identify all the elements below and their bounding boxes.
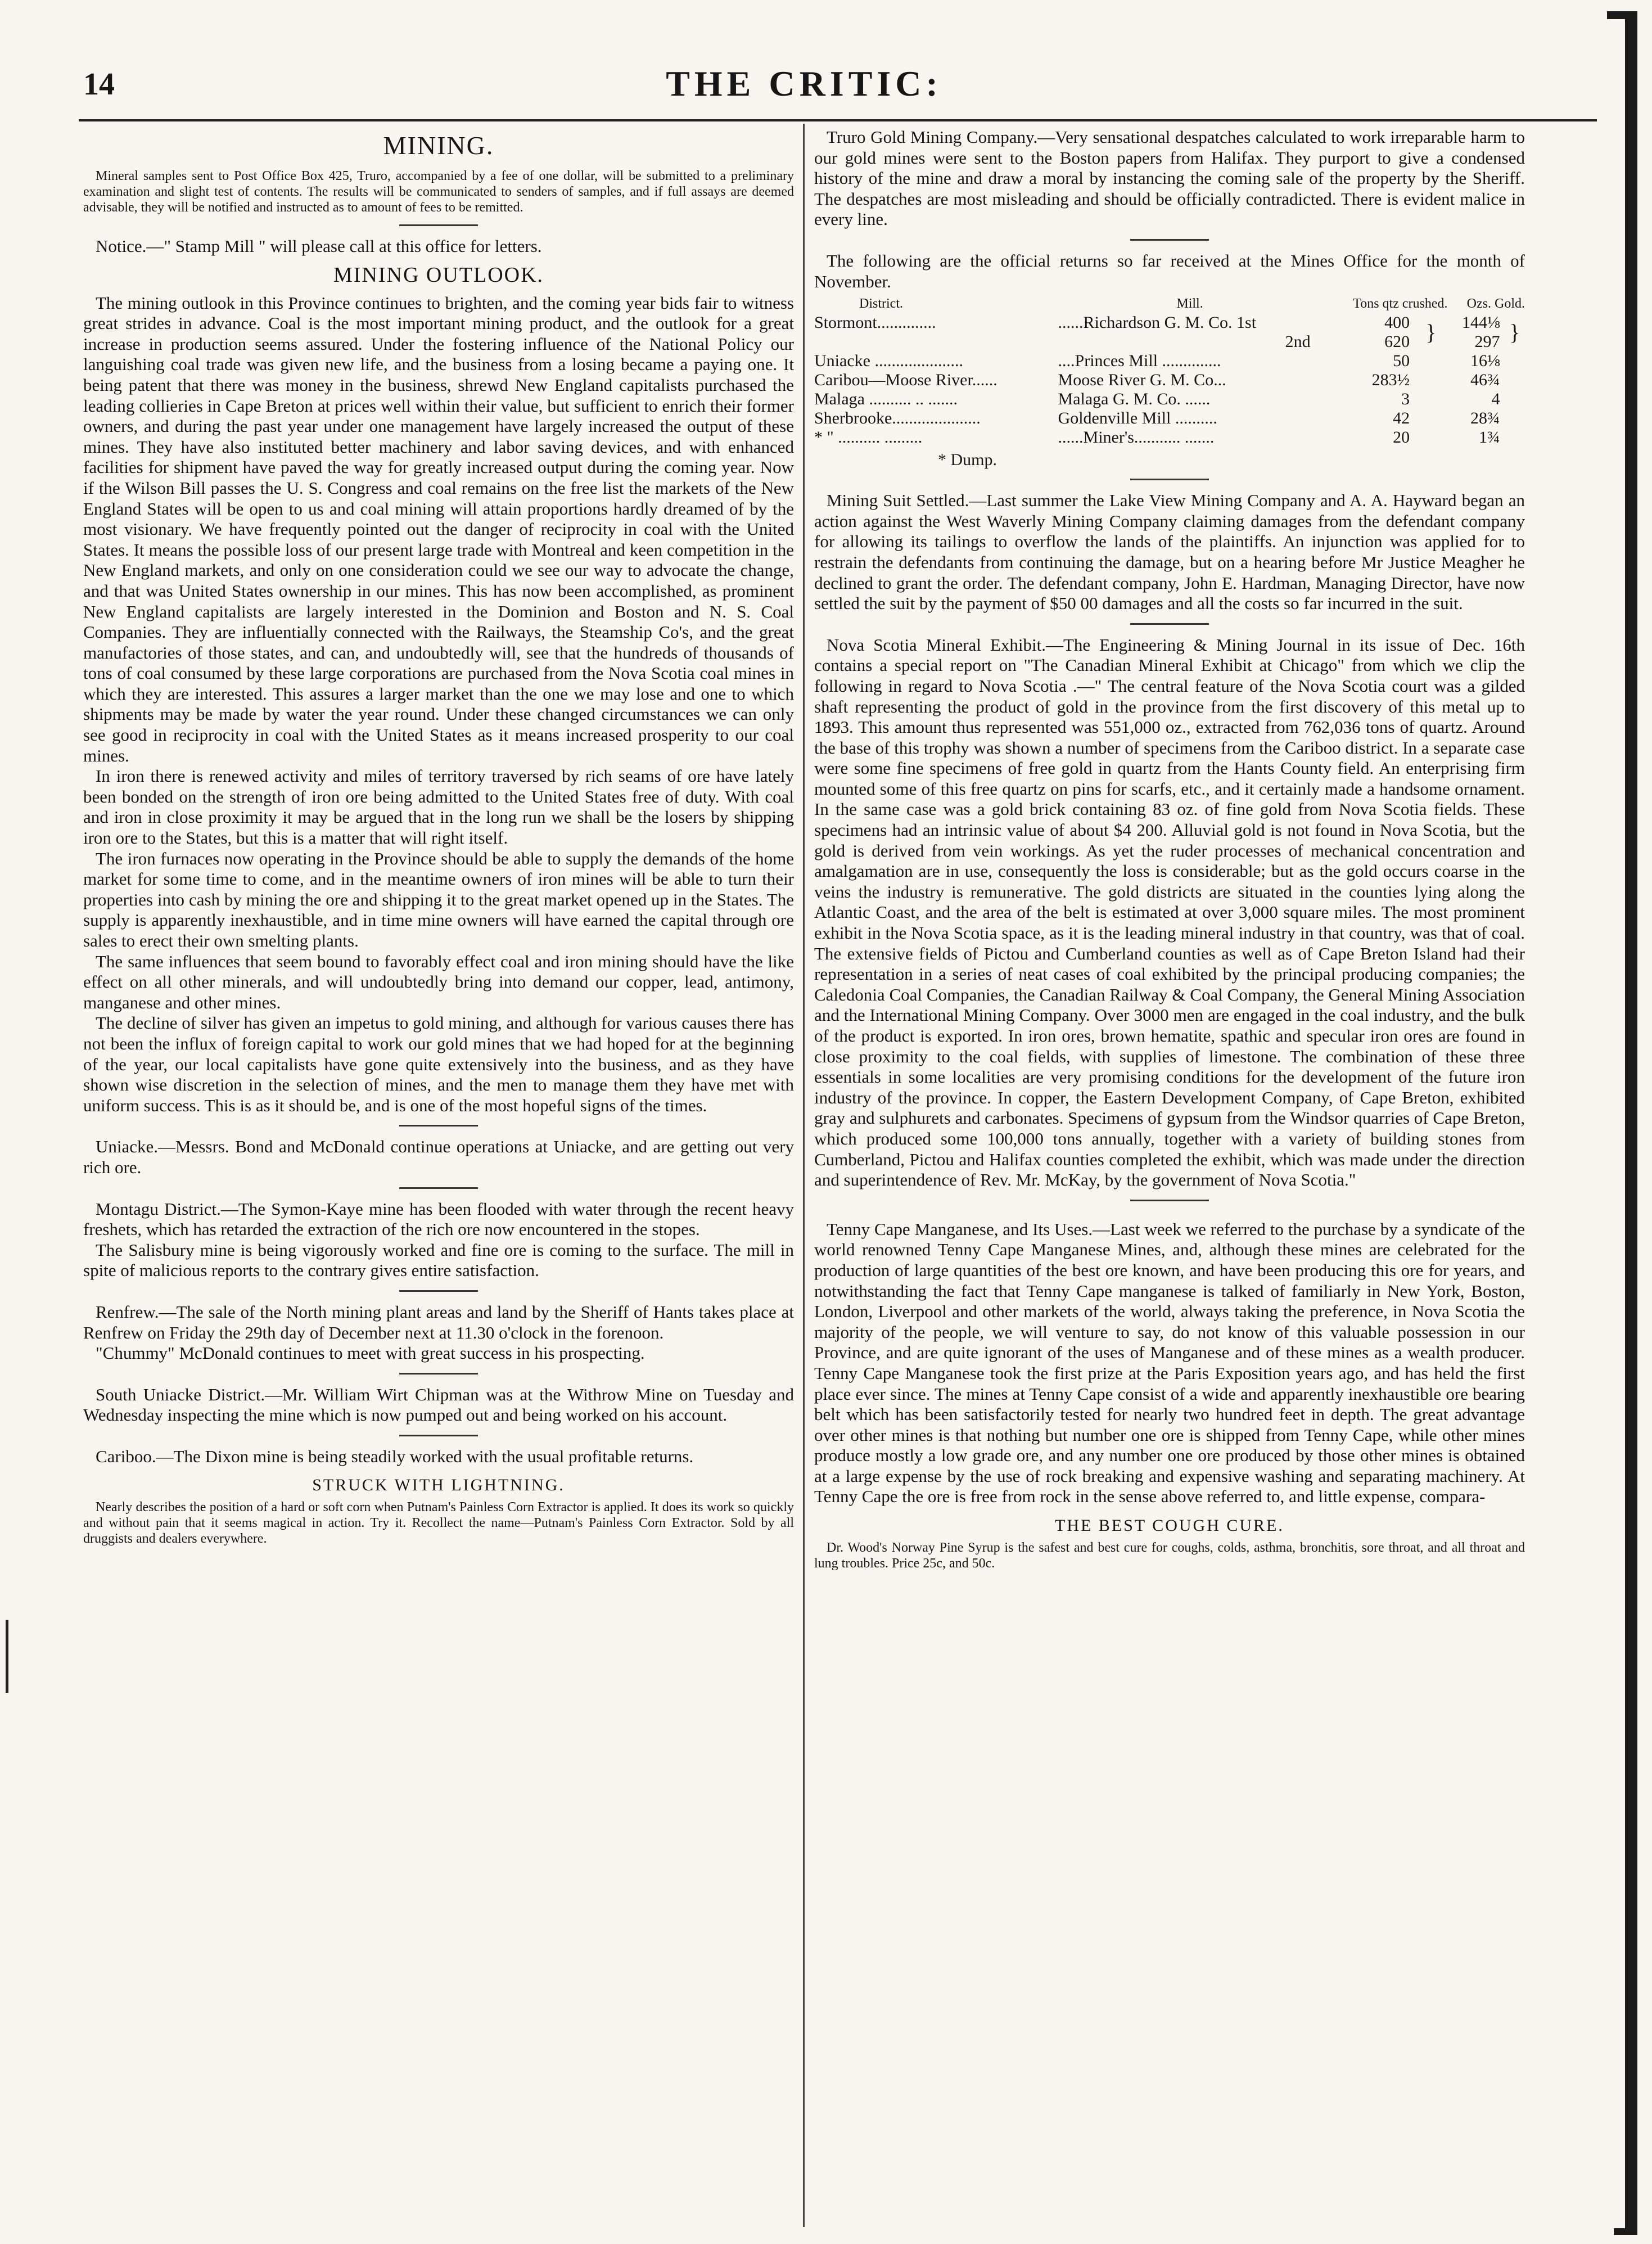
returns-intro: The following are the official returns so far received at the Mines Office for the month of November.: [814, 250, 1525, 291]
cell-mill: Goldenville Mill ..........: [1058, 409, 1217, 428]
page-number: 14: [83, 67, 115, 102]
mining-suit-item: Mining Suit Settled.—Last summer the Lake View Mining Company and A. A. Hayward began an action against the West Waverly Mining Company claiming damages from the defendant company for allowing its tailings to overflow the lands of the plaintiffs. An injunction was applied for to restrain the defendants from continuing the damage, but on a hearing before Mr Justice Meagher he declined to grant the order. The defendant company, John E. Hardman, Managing Director, have now settled the suit by the payment of $50 00 damages and all the costs so far incurred in the suit.: [814, 490, 1525, 614]
cell-ozs: 28¾: [1470, 409, 1500, 428]
corn-extractor-ad: Nearly describes the position of a hard or soft corn when Putnam's Painless Corn Extractor is applied. It does its work so quickly and without pain that it seems magical in action. Try it. Recollect the name—Putnam's Painless Corn Extractor. Sold by all druggists and dealers everywhere.: [83, 1500, 794, 1547]
outlook-paragraph-coal: The mining outlook in this Province continues to brighten, and the coming year bids fair to witness great strides in advance. Coal is the most important mining product, and the outlook for a great increase in production seems assured. Under the fostering influence of the National Policy our languishing coal trade was given new life, and the business from a losing became a paying one. It being patent that there was money in the business, shrewd New England capitalists purchased the leading collieries in Cape Breton at prices well within their value, but sufficient to enrich their former owners, and during the past year under one management have largely increased the output of these mines. They have also instituted better machinery and labor saving devices, and with enhanced facilities for shipment have paved the way for greatly increased output during the coming year. Now if the Wilson Bill passes the U. S. Congress and coal remains on the free list the markets of the New England States will be open to us and coal mining will attain proportions hardly dreamed of by the most visionary. We have frequently pointed out the danger of reciprocity in coal with the United States. It means the possible loss of our present large trade with Montreal and keen competition in the New England markets, and only on one consideration could we see our way to advocate the change, and that was United States ownership in our mines. This has now been accomplished, as prominent New England capitalists are largely interested in the Dominion and Boston and N. S. Coal Companies. They are influentially connected with the Railways, the Steamship Co's, and the great manufactories of those states, and can, and undoubtedly will, see that the hundreds of thousands of tons of coal consumed by these large corporations are purchased from the Nova Scotia coal mines in which they are interested. This assures a larger market than the one we may lose and one to which shipments may be made by water the year round. Under these changed circumstances we can only see good in reciprocity in coal with the United States as it means increased prosperity to our coal mines.: [83, 292, 794, 765]
renfrew-item: Renfrew.—The sale of the North mining plant areas and land by the Sheriff of Hants takes place at Renfrew on Friday the 29th day of December next at 11.30 o'clock in the forenoon.: [83, 1301, 794, 1342]
lightning-heading: STRUCK WITH LIGHTNING.: [312, 1476, 565, 1495]
south-uniacke-item: South Uniacke District.—Mr. William Wirt Chipman was at the Withrow Mine on Tuesday and Wednesday inspecting the mine which is now pumped out and being worked on his account.: [83, 1384, 794, 1425]
cell-tons: 50: [1393, 352, 1410, 371]
dump-footnote: * Dump.: [938, 450, 997, 470]
separator: [399, 224, 478, 226]
cell-district: Uniacke .....................: [814, 352, 963, 371]
table-row: [814, 409, 1525, 428]
truro-item: Truro Gold Mining Company.—Very sensational despatches calculated to work irreparable harm to our gold mines were sent to the Boston papers from Halifax. They purport to give a condensed history of the mine and draw a moral by instancing the coming sale of the property by the Sheriff. The despatches are most misleading and should be officially contradicted. There is evident malice in every line.: [814, 127, 1525, 229]
brace-left: }: [1425, 319, 1437, 345]
outlook-paragraph-minerals: The same influences that seem bound to favorably effect coal and iron mining should have the like effect on all other minerals, and will undoubtedly bring into demand our copper, lead, antimony, manganese and other mines.: [83, 951, 794, 1012]
outlook-paragraph-silver: The decline of silver has given an impetus to gold mining, and although for various causes there has not been the influx of foreign capital to work our gold mines that we had hoped for at the beginning of the year, our local capitalists have gone quite extensively into the business, and as they have shown wise discretion in the selection of mines, and the men to manage them they have met with uniform success. This is as it should be, and is one of the most hopeful signs of the times.: [83, 1013, 794, 1115]
frame-foot: [1614, 2228, 1637, 2235]
cell-ozs: 46¾: [1470, 371, 1500, 390]
montagu-item: Montagu District.—The Symon-Kaye mine has been flooded with water through the recent heavy freshets, which has retarded the extraction of the rich ore now encountered in the stopes.: [83, 1198, 794, 1240]
returns-table: [814, 294, 1525, 447]
salisbury-item: The Salisbury mine is being vigorously worked and fine ore is coming to the surface. The mill in spite of malicious reports to the contrary gives entire satisfaction.: [83, 1240, 794, 1281]
separator: [1130, 623, 1209, 625]
outlook-paragraph-furnaces: The iron furnaces now operating in the Province should be able to supply the demands of the home market for some time to come, and in the meantime owners of iron mines will be able to turn their properties into cash by mining the ore and shipping it to the great market opened up in the States. The supply is apparently inexhaustible, and in time mine owners will have earned the capital through ore sales to erect their own smelting plants.: [83, 848, 794, 950]
cell-tons: 3: [1401, 390, 1410, 409]
col-header-district: District.: [859, 296, 903, 312]
separator: [399, 1187, 478, 1189]
separator: [399, 1290, 478, 1292]
cell-mill: Moose River G. M. Co...: [1058, 371, 1226, 390]
cell-mill: ....Princes Mill ..............: [1058, 352, 1221, 371]
cell-district: Stormont..............: [814, 313, 936, 332]
page-edge-bar: [1625, 11, 1637, 2233]
mineral-exhibit-item: Nova Scotia Mineral Exhibit.—The Engineering & Mining Journal in its issue of Dec. 16th contains a special report on "The Canadian Mineral Exhibit at Chicago" from which we clip the following in regard to Nova Scotia .—" The central feature of the Nova Scotia court was a gilded shaft representing the product of gold in the province from the first discovery of this metal up to 1893. This amount thus represented was 551,000 oz., extracted from 762,036 tons of quartz. Around the base of this trophy was shown a number of specimens from the Cariboo district. In a separate case were some fine specimens of free gold in quartz from the Hants County field. An enterprising firm mounted some of this free quartz on pins for scarfs, etc., and it certainly made a handsome ornament. In the same case was a gold brick containing 83 oz. of fine gold from Nova Scotia fields. These specimens had an intrinsic value of about $4 200. Alluvial gold is not found in Nova Scotia, but the gold is derived from vein workings. As yet the ruder processes of mechanical concentration and amalgamation are in use, consequently the loss is considerable; but as the gold occurs coarse in the veins the industry is remunerative. The gold districts are situated in the counties lying along the Atlantic Coast, and the area of the belt is estimated at over 3,000 square miles. The most prominent exhibit in the Nova Scotia space, as it is the leading mineral industry in that country, was that of coal. The extensive fields of Pictou and Cumberland counties as well as of Cape Breton Island had their representation in a series of neat cases of coal exhibited by the principal producing companies; the Caledonia Coal Companies, the Canadian Railway & Coal Company, the General Mining Association and the International Mining Company. Over 3000 men are engaged in the coal industry, and the bulk of the product is exported. In iron ores, brown hematite, spathic and specular iron ores are found in close proximity to the coal fields, with supplies of limestone. The combination of these three essentials in some localities are very promising conditions for the development of the future iron industry of the province. In copper, the Eastern Development Company, of Cape Breton, exhibited gray and sulphurets and carbonates. Specimens of gypsum from the Windsor quarries of Cape Breton, which produced some 100,000 tons annually, together with a variety of building stones from Cumberland, Pictou and Halifax counties completed the exhibit, which was made under the direction and superintendence of Rev. Mr. McKay, by the government of Nova Scotia.": [814, 634, 1525, 1190]
cell-district: [814, 332, 1058, 352]
chummy-item: "Chummy" McDonald continues to meet with great success in his prospecting.: [96, 1343, 645, 1363]
cell-district: Malaga .......... .. .......: [814, 390, 958, 409]
col-header-mill: Mill.: [1176, 296, 1203, 312]
margin-mark: [6, 1620, 8, 1693]
mining-heading: MINING.: [383, 131, 494, 160]
cell-tons: 283½: [1371, 371, 1410, 390]
mineral-samples-note: Mineral samples sent to Post Office Box 425, Truro, accompanied by a fee of one dollar, will be submitted to a preliminary examination and slight test of contents. The results will be communicated to senders of samples, and if full assays are deemed advisable, they will be notified and instructed as to amount of fees to be remitted.: [83, 169, 794, 215]
col-header-tons: Tons qtz crushed.: [1353, 296, 1448, 312]
cell-district: * " .......... .........: [814, 428, 923, 447]
column-divider: [803, 124, 805, 2227]
cough-cure-heading: THE BEST COUGH CURE.: [1055, 1516, 1284, 1535]
paper-title: THE CRITIC:: [666, 64, 942, 103]
mining-outlook-heading: MINING OUTLOOK.: [333, 263, 544, 287]
stamp-mill-notice: Notice.—" Stamp Mill " will please call at this office for letters.: [96, 236, 542, 256]
separator: [1130, 1200, 1209, 1201]
table-row: [814, 390, 1525, 409]
col-header-ozs: Ozs. Gold.: [1466, 296, 1525, 312]
separator: [1130, 479, 1209, 480]
cell-mill: ......Richardson G. M. Co. 1st: [1058, 313, 1257, 332]
cell-ozs: 1¾: [1479, 428, 1500, 447]
cell-tons: 42: [1393, 409, 1410, 428]
cell-ozs: 4: [1491, 390, 1500, 409]
cell-tons: 620: [1384, 332, 1410, 352]
tenny-cape-item: Tenny Cape Manganese, and Its Uses.—Last week we referred to the purchase by a syndicate of the world renowned Tenny Cape Manganese Mines, and, although these mines are celebrated for the production of large quantities of the best ore known, and have been producing this ore for years, and notwithstanding the fact that Tenny Cape manganese is talked of familiarly in New York, Boston, London, Liverpool and other markets of the world, always taking the preference, in Nova Scotia the majority of the people, we will venture to say, do not know of this valuable possession in our Province, and are quite ignorant of the uses of Manganese and of these mines as a wealth producer. Tenny Cape Manganese took the first prize at the Paris Exposition years ago, and has held the first place ever since. The mines at Tenny Cape consist of a wide and apparently inexhaustible ore bearing belt which has been satisfactorily tested for nearly two hundred feet in depth. The great advantage over other mines is that nothing but number one ore is shipped from Tenny Cape, while other mines produce mostly a low grade ore, and any number one ore produced by those other mines is obtained at a large expense by the use of rock breaking and expensive washing and separating machinery. At Tenny Cape the ore is free from rock in the sense above referred to, and little expense, compara-: [814, 1219, 1525, 1507]
cell-tons: 20: [1393, 428, 1410, 447]
cell-mill: Malaga G. M. Co. ......: [1058, 390, 1211, 409]
cell-ozs: 297: [1474, 332, 1500, 352]
cell-district: Caribou—Moose River......: [814, 371, 997, 390]
header-rule: [79, 119, 1597, 121]
table-row: [814, 352, 1525, 371]
cariboo-item: Cariboo.—The Dixon mine is being steadily worked with the usual profitable returns.: [96, 1446, 694, 1466]
cell-mill: ......Miner's........... .......: [1058, 428, 1215, 447]
table-row: [814, 371, 1525, 390]
cell-district: Sherbrooke.....................: [814, 409, 981, 428]
table-row: [814, 428, 1525, 447]
cell-tons: 400: [1384, 313, 1410, 332]
cell-ozs: 16⅛: [1470, 352, 1500, 371]
cell-mill: 2nd: [1285, 332, 1311, 352]
returns-table-header: [814, 294, 1525, 313]
outlook-paragraph-iron: In iron there is renewed activity and miles of territory traversed by rich seams of ore have lately been bonded on the strength of iron ore being admitted to the United States free of duty. With coal and iron in close proximity it may be argued that in the long run we shall be the losers by shipping iron ore to the States, but this is a matter that will right itself.: [83, 766, 794, 848]
separator: [1130, 239, 1209, 241]
uniacke-item: Uniacke.—Messrs. Bond and McDonald continue operations at Uniacke, and are getting out very rich ore.: [83, 1137, 794, 1177]
separator: [399, 1125, 478, 1126]
left-column: [83, 127, 794, 2219]
cough-cure-ad: Dr. Wood's Norway Pine Syrup is the safest and best cure for coughs, colds, asthma, bronchitis, sore throat, and all throat and lung troubles. Price 25c, and 50c.: [814, 1540, 1525, 1571]
table-row: [814, 313, 1525, 332]
cell-ozs: 144⅛: [1462, 313, 1500, 332]
brace-right: }: [1509, 319, 1520, 345]
right-column: [814, 127, 1525, 2219]
separator: [399, 1435, 478, 1436]
separator: [399, 1373, 478, 1375]
